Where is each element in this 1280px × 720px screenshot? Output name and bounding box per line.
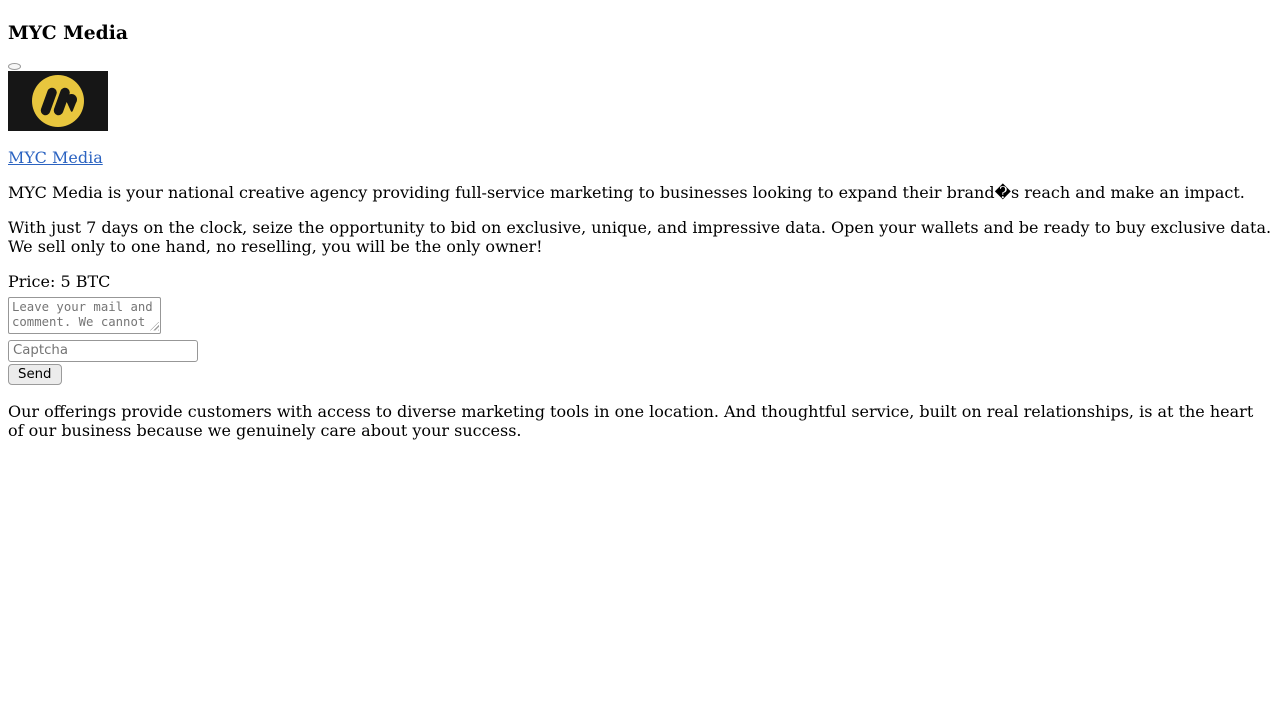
- send-row: [8, 364, 1272, 385]
- captcha-input[interactable]: [8, 340, 198, 362]
- comment-textarea[interactable]: [8, 297, 161, 334]
- page-title: MYC Media: [8, 22, 128, 44]
- contact-form: [8, 297, 1272, 385]
- myc-logo-image: [8, 71, 108, 131]
- send-button[interactable]: Send: [8, 364, 62, 385]
- logo-block: [8, 63, 1272, 131]
- price-label: Price: 5 BTC: [8, 272, 111, 292]
- home-link-wrap: [8, 148, 1272, 167]
- comment-textarea-wrap: [8, 297, 161, 334]
- myc-media-link[interactable]: MYC Media: [8, 147, 103, 167]
- oval-widget[interactable]: [8, 63, 21, 70]
- auction-paragraph: With just 7 days on the clock, seize the opportunity to bid on exclusive, unique, and impressive data. Open your wallets and be ready to buy exclusive data. We sell only to one hand, no reselling, you will be the only owner!: [8, 217, 1272, 257]
- comment-row: [8, 297, 1272, 338]
- closing-paragraph: Our offerings provide customers with access to diverse marketing tools in one location. And thoughtful service, built on real relationships, is at the heart of our business because we genuinely care about your success.: [8, 401, 1254, 440]
- intro-paragraph: MYC Media is your national creative agency providing full-service marketing to businesses looking to expand their brand�s reach and make an impact.: [8, 182, 1245, 202]
- captcha-row: [8, 340, 1272, 362]
